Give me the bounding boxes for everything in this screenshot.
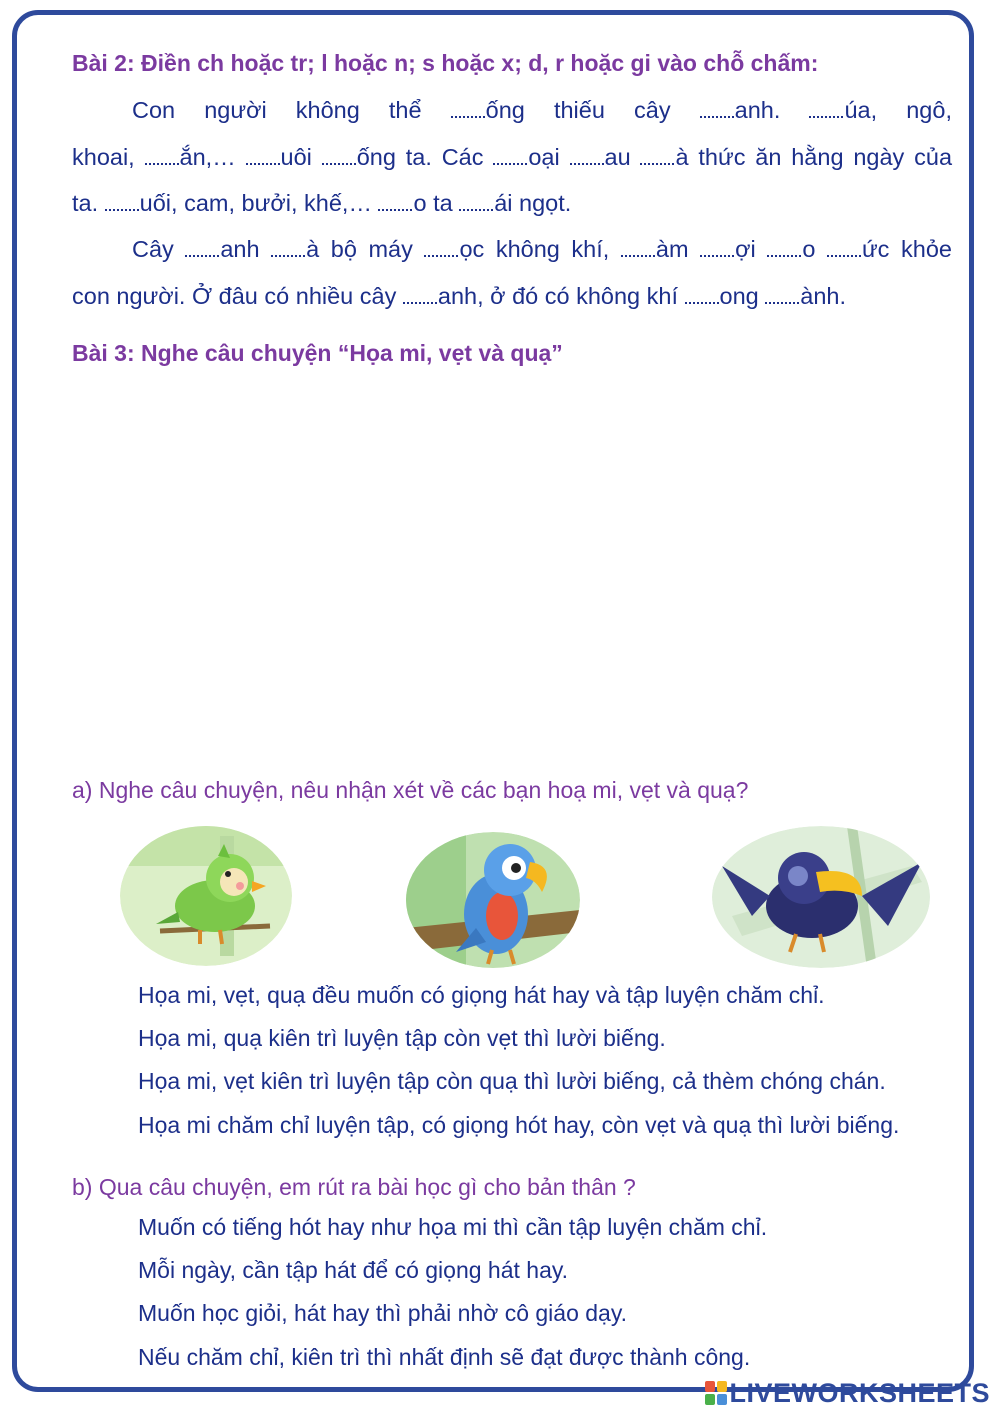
liveworksheets-watermark: LIVEWORKSHEETS	[705, 1378, 990, 1409]
nightingale-icon	[120, 826, 292, 966]
parrot-icon	[406, 832, 580, 968]
fill-blank[interactable]	[570, 149, 604, 165]
answer-option[interactable]: Muốn có tiếng hót hay như họa mi thì cần tập luyện chăm chỉ.	[138, 1214, 768, 1240]
fill-blank[interactable]	[700, 102, 734, 118]
fill-blank[interactable]	[640, 149, 674, 165]
fill-blank[interactable]	[424, 241, 458, 257]
answer-option[interactable]: Họa mi, quạ kiên trì luyện tập còn vẹt thì lười biếng.	[138, 1025, 666, 1051]
fill-blank[interactable]	[378, 195, 412, 211]
text-line: Cây anh à bộ máy ọc không khí, àm ợi o ức khỏe	[132, 236, 952, 262]
answer-option[interactable]: Mỗi ngày, cần tập hát để có giọng hát hay.	[138, 1257, 569, 1283]
fill-blank[interactable]	[809, 102, 843, 118]
crow-picture	[712, 826, 930, 968]
parrot-picture	[406, 832, 580, 968]
fill-blank[interactable]	[403, 288, 437, 304]
crow-icon	[712, 826, 930, 968]
answer-option[interactable]: Muốn học giỏi, hát hay thì phải nhờ cô giáo dạy.	[138, 1300, 628, 1326]
fill-blank[interactable]	[621, 241, 655, 257]
answer-option[interactable]: Họa mi chăm chỉ luyện tập, có giọng hót hay, còn vẹt và quạ thì lười biếng.	[138, 1112, 900, 1138]
text-line: khoai, ắn,… uôi ống ta. Các oại au à thức ăn hằng ngày của	[72, 143, 953, 170]
fill-blank[interactable]	[765, 288, 799, 304]
fill-blank[interactable]	[271, 241, 305, 257]
fill-blank[interactable]	[322, 149, 356, 165]
text-line: ta. uối, cam, bưởi, khế,… o ta ái ngọt.	[72, 190, 572, 216]
fill-blank[interactable]	[685, 288, 719, 304]
fill-blank[interactable]	[827, 241, 861, 257]
bai2-paragraph-1	[72, 87, 952, 227]
bai3-heading: Bài 3: Nghe câu chuyện “Họa mi, vẹt và quạ”	[72, 340, 563, 366]
text-line: Con người không thể ống thiếu cây anh. úa, ngô,	[132, 97, 952, 123]
answer-option[interactable]: Nếu chăm chỉ, kiên trì thì nhất định sẽ đạt được thành công.	[138, 1344, 751, 1370]
bai2-paragraph-2	[72, 226, 952, 319]
answer-option[interactable]: Họa mi, vẹt, quạ đều muốn có giọng hát hay và tập luyện chăm chỉ.	[138, 982, 825, 1008]
text-line: con người. Ở đâu có nhiều cây anh, ở đó có không khí ong ành.	[72, 282, 847, 309]
question-b: b) Qua câu chuyện, em rút ra bài học gì cho bản thân ?	[72, 1174, 636, 1200]
fill-blank[interactable]	[451, 102, 485, 118]
fill-blank[interactable]	[700, 241, 734, 257]
liveworksheets-logo-icon	[705, 1381, 727, 1405]
fill-blank[interactable]	[105, 195, 139, 211]
fill-blank[interactable]	[493, 149, 527, 165]
fill-blank[interactable]	[185, 241, 219, 257]
answer-option[interactable]: Họa mi, vẹt kiên trì luyện tập còn quạ thì lười biếng, cả thèm chóng chán.	[138, 1068, 886, 1094]
fill-blank[interactable]	[767, 241, 801, 257]
nightingale-picture	[120, 826, 292, 966]
fill-blank[interactable]	[246, 149, 280, 165]
question-a: a) Nghe câu chuyện, nêu nhận xét về các bạn hoạ mi, vẹt và quạ?	[72, 777, 749, 803]
bai2-heading: Bài 2: Điền ch hoặc tr; l hoặc n; s hoặc x; d, r hoặc gi vào chỗ chấm:	[72, 50, 819, 76]
fill-blank[interactable]	[459, 195, 493, 211]
fill-blank[interactable]	[145, 149, 179, 165]
